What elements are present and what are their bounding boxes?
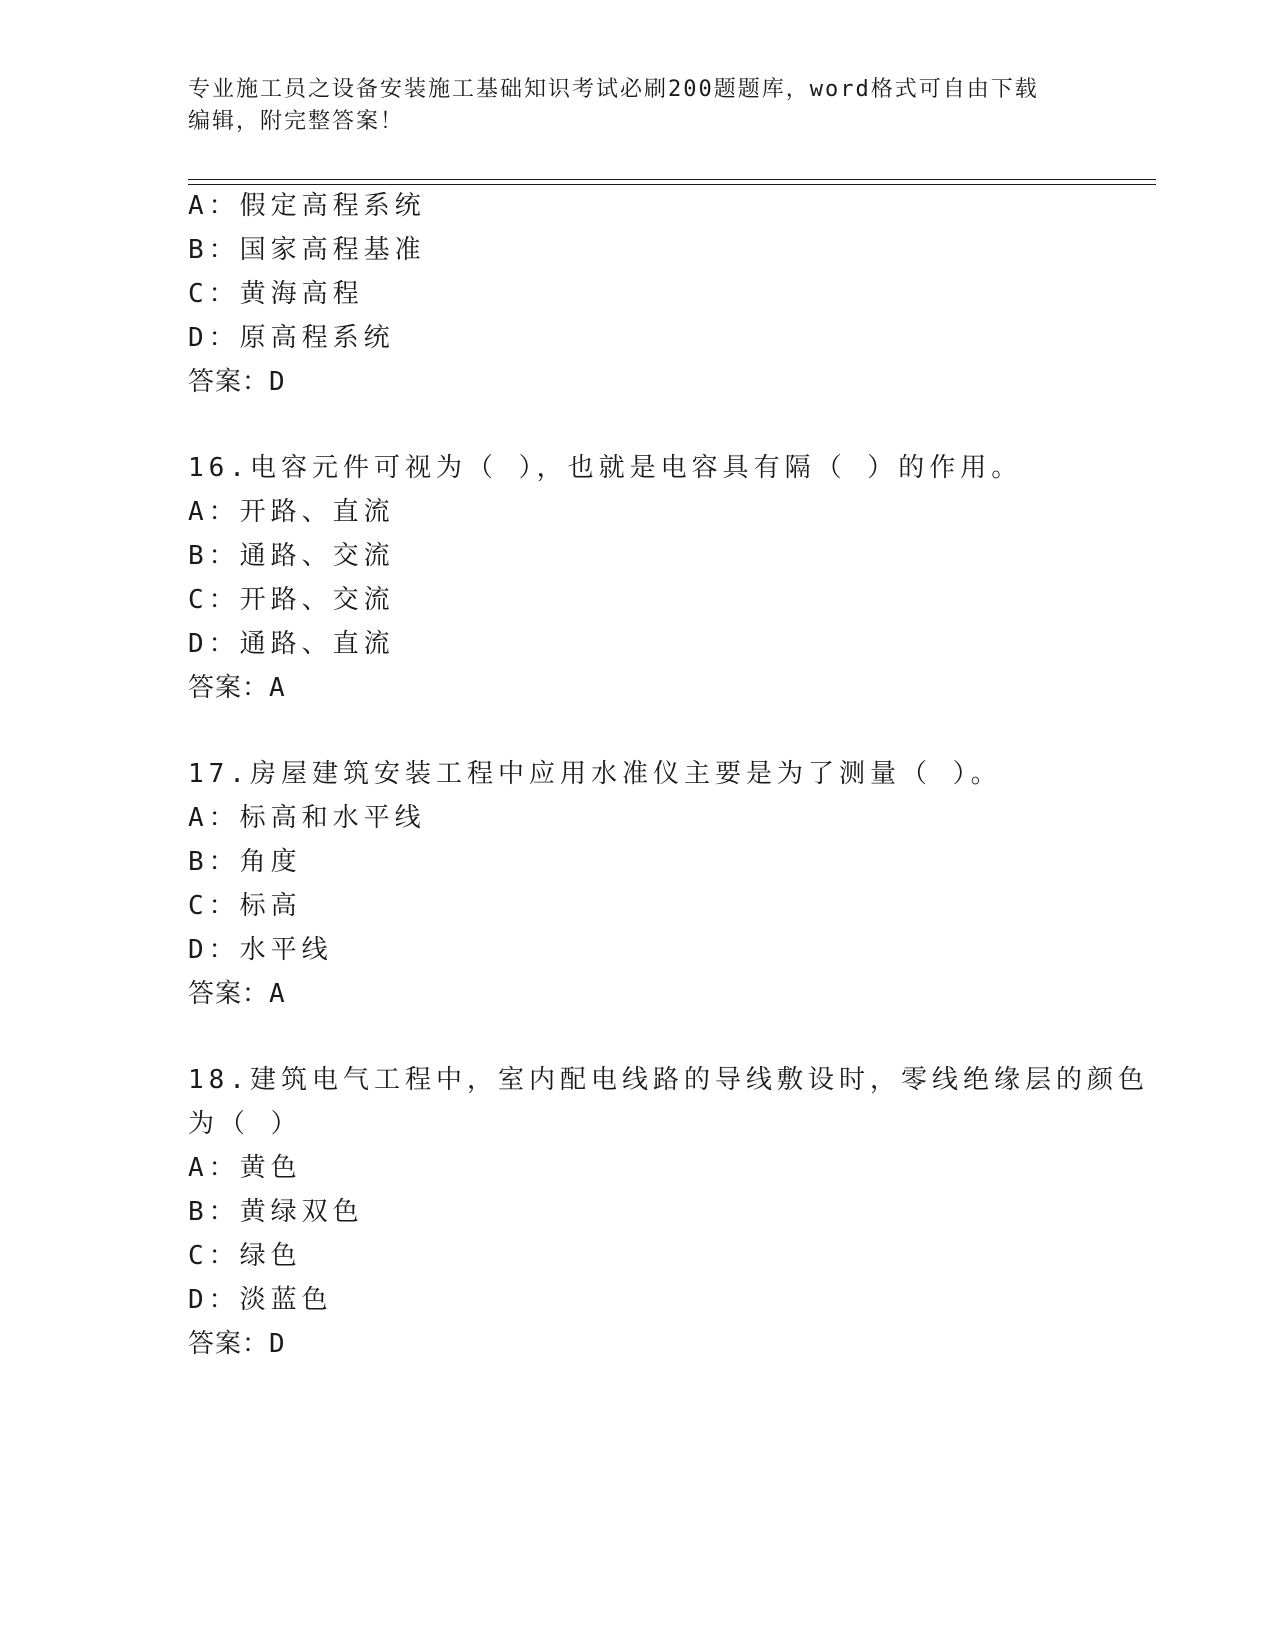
- option-b: B：国家高程基准: [188, 235, 426, 265]
- answer-value: D: [269, 367, 286, 397]
- answer-value: D: [269, 1329, 286, 1359]
- question-stem: 16.电容元件可视为（ ），也就是电容具有隔（ ）的作用。: [188, 453, 1023, 483]
- option-c: C：开路、交流: [188, 585, 395, 615]
- header-divider-bottom: [188, 184, 1156, 185]
- option-a: A：假定高程系统: [188, 191, 426, 221]
- question-stem: 17.房屋建筑安装工程中应用水准仪主要是为了测量（ ）。: [188, 759, 1002, 789]
- header-line-2: 编辑，附完整答案！: [188, 109, 405, 134]
- option-c: C：绿色: [188, 1241, 302, 1271]
- answer-label: 答案：: [188, 367, 270, 397]
- answer-value: A: [269, 979, 286, 1009]
- option-d: D：水平线: [188, 935, 333, 965]
- answer-label: 答案：: [188, 673, 270, 703]
- option-d: D：原高程系统: [188, 323, 395, 353]
- option-c: C：标高: [188, 891, 302, 921]
- option-d: D：淡蓝色: [188, 1285, 333, 1315]
- option-d: D：通路、直流: [188, 629, 395, 659]
- header-line-1: 专业施工员之设备安装施工基础知识考试必刷200题题库，word格式可自由下载: [188, 77, 1039, 102]
- answer-label: 答案：: [188, 979, 270, 1009]
- answer-line: [188, 1326, 286, 1362]
- answer-value: A: [269, 673, 286, 703]
- option-a: A：标高和水平线: [188, 803, 426, 833]
- header-divider-top: [188, 179, 1156, 180]
- question-stem: 18.建筑电气工程中，室内配电线路的导线敷设时，零线绝缘层的颜色: [188, 1065, 1149, 1095]
- document-header: [188, 74, 1088, 138]
- answer-label: 答案：: [188, 1329, 270, 1359]
- option-b: B：角度: [188, 847, 302, 877]
- answer-line: [188, 364, 286, 400]
- option-b: B：黄绿双色: [188, 1197, 364, 1227]
- option-a: A：开路、直流: [188, 497, 395, 527]
- option-a: A：黄色: [188, 1153, 302, 1183]
- question-stem-continued: 为（ ）: [188, 1109, 302, 1139]
- answer-line: [188, 976, 286, 1012]
- option-c: C：黄海高程: [188, 279, 364, 309]
- answer-line: [188, 670, 286, 706]
- option-b: B：通路、交流: [188, 541, 395, 571]
